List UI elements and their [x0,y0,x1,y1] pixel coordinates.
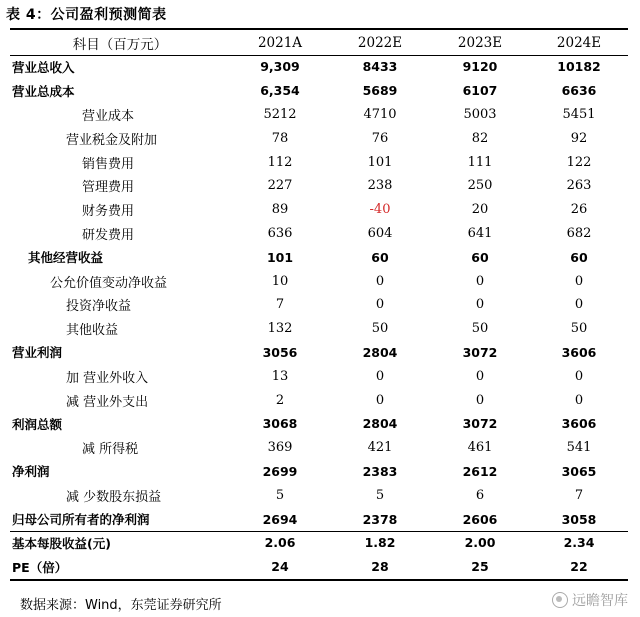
table-row [10,245,628,269]
value-cell: 604 [367,225,393,241]
value-cell: 8433 [362,59,398,75]
value-cell: 369 [267,440,293,456]
value-cell: 2378 [362,511,398,527]
value-cell: 682 [566,225,592,241]
row-label: 利润总额 [12,416,63,432]
table-row [10,412,628,436]
value-cell: 60 [371,249,389,265]
value-cell: 5 [375,487,385,503]
value-cell: 641 [467,225,493,241]
value-cell: 263 [566,178,592,194]
row-label: PE（倍） [12,559,68,575]
value-cell: 0 [375,368,385,384]
table-row [10,222,628,246]
table-row [10,555,628,579]
value-cell: 0 [475,297,485,313]
value-cell: 2694 [262,511,298,527]
value-cell: 2804 [362,344,398,360]
row-label: 减 营业外支出 [66,394,149,410]
value-cell: 541 [566,440,592,456]
table-row [10,269,628,293]
value-cell: 227 [267,178,293,194]
value-cell: 3072 [462,416,498,432]
value-cell: 112 [267,154,293,170]
value-cell: 5 [275,487,285,503]
value-cell: 461 [467,440,493,456]
value-cell: 92 [570,130,588,146]
table-row [10,364,628,388]
value-cell: 9120 [462,59,498,75]
value-cell: 3058 [561,511,597,527]
value-cell: 2.00 [464,535,496,551]
row-label: 管理费用 [82,180,135,196]
value-cell: 0 [574,368,584,384]
value-cell: 2383 [362,463,398,479]
value-cell: 3606 [561,344,597,360]
value-cell: 2.06 [264,535,296,551]
value-cell: 20 [471,202,489,218]
value-cell: 6636 [561,83,597,99]
header-cell: 2023E [457,34,503,51]
header-cell: 科目（百万元） [72,36,168,53]
value-cell: 28 [371,559,389,575]
row-label: 营业总成本 [12,83,75,99]
value-cell: 5451 [562,106,596,122]
value-cell: 89 [271,202,289,218]
value-cell: 2804 [362,416,398,432]
value-cell: -40 [369,202,391,218]
value-cell: 10 [271,273,289,289]
row-label: 研发费用 [82,227,135,243]
value-cell: 421 [367,440,393,456]
value-cell: 6,354 [260,83,300,99]
value-cell: 60 [471,249,489,265]
value-cell: 24 [271,559,289,575]
row-label: 营业总收入 [12,59,75,75]
value-cell: 0 [475,368,485,384]
value-cell: 7 [574,487,584,503]
table-row [10,460,628,484]
table-row [10,174,628,198]
value-cell: 0 [375,297,385,313]
row-label: 其他收益 [66,323,119,339]
value-cell: 13 [271,368,289,384]
table-title: 表 4：公司盈利预测简表 [6,7,167,23]
row-label: 净利润 [12,464,50,480]
value-cell: 76 [371,130,389,146]
eps-rule [10,531,628,532]
value-cell: 2612 [462,463,498,479]
value-cell: 3068 [262,416,298,432]
value-cell: 5212 [263,106,297,122]
row-label: 投资净收益 [66,299,132,315]
row-label: 营业利润 [12,345,63,361]
row-label: 其他经营收益 [28,250,104,266]
row-label: 营业税金及附加 [66,132,158,148]
value-cell: 25 [471,559,489,575]
value-cell: 6107 [462,83,498,99]
profit-forecast-table [10,30,628,579]
header-rule [10,55,628,56]
value-cell: 3072 [462,344,498,360]
table-row [10,150,628,174]
watermark-text: 远瞻智库 [572,593,628,609]
value-cell: 250 [467,178,493,194]
value-cell: 5689 [362,83,398,99]
bottom-rule [10,579,628,581]
value-cell: 2 [275,392,285,408]
header-row [10,30,628,55]
row-label: 财务费用 [82,204,135,220]
row-label: 加 营业外收入 [66,370,149,386]
table-row [10,507,628,531]
value-cell: 0 [375,392,385,408]
row-label: 减 所得税 [82,442,139,458]
header-cell: 2022E [357,34,403,51]
value-cell: 9,309 [260,59,300,75]
value-cell: 101 [266,249,294,265]
value-cell: 3056 [262,344,298,360]
table-row [10,436,628,460]
value-cell: 132 [267,321,293,337]
table-row [10,126,628,150]
watermark [552,590,628,610]
value-cell: 7 [275,297,285,313]
value-cell: 10182 [557,59,601,75]
row-label: 减 少数股东损益 [66,489,162,505]
value-cell: 50 [570,321,588,337]
header-cell: 2021A [257,34,303,51]
value-cell: 50 [471,321,489,337]
table-row [10,483,628,507]
value-cell: 3065 [561,463,597,479]
row-label: 基本每股收益(元) [12,535,111,551]
value-cell: 78 [271,130,289,146]
value-cell: 22 [570,559,588,575]
row-label: 归母公司所有者的净利润 [12,512,150,528]
value-cell: 26 [570,202,588,218]
row-label: 公允价值变动净收益 [50,275,168,291]
value-cell: 2.34 [563,535,595,551]
value-cell: 101 [367,154,393,170]
table-row [10,55,628,79]
value-cell: 2606 [462,511,498,527]
value-cell: 6 [475,487,485,503]
row-label: 销售费用 [82,156,135,172]
watermark-logo-icon [552,592,568,608]
table-row [10,531,628,555]
value-cell: 2699 [262,463,298,479]
value-cell: 50 [371,321,389,337]
value-cell: 238 [367,178,393,194]
value-cell: 0 [475,273,485,289]
table-row [10,103,628,127]
row-label: 营业成本 [82,108,135,124]
value-cell: 0 [574,273,584,289]
value-cell: 3606 [561,416,597,432]
value-cell: 0 [375,273,385,289]
value-cell: 60 [570,249,588,265]
table-row [10,341,628,365]
value-cell: 111 [467,154,493,170]
table-row [10,388,628,412]
value-cell: 4710 [363,106,397,122]
table-row [10,293,628,317]
table-row [10,79,628,103]
header-cell: 2024E [556,34,602,51]
value-cell: 82 [471,130,489,146]
value-cell: 0 [574,392,584,408]
value-cell: 0 [574,297,584,313]
table-row [10,317,628,341]
value-cell: 1.82 [364,535,396,551]
value-cell: 0 [475,392,485,408]
table-row [10,198,628,222]
value-cell: 5003 [463,106,497,122]
data-source: 数据来源：Wind，东莞证券研究所 [20,598,222,613]
value-cell: 122 [566,154,592,170]
value-cell: 636 [267,225,293,241]
